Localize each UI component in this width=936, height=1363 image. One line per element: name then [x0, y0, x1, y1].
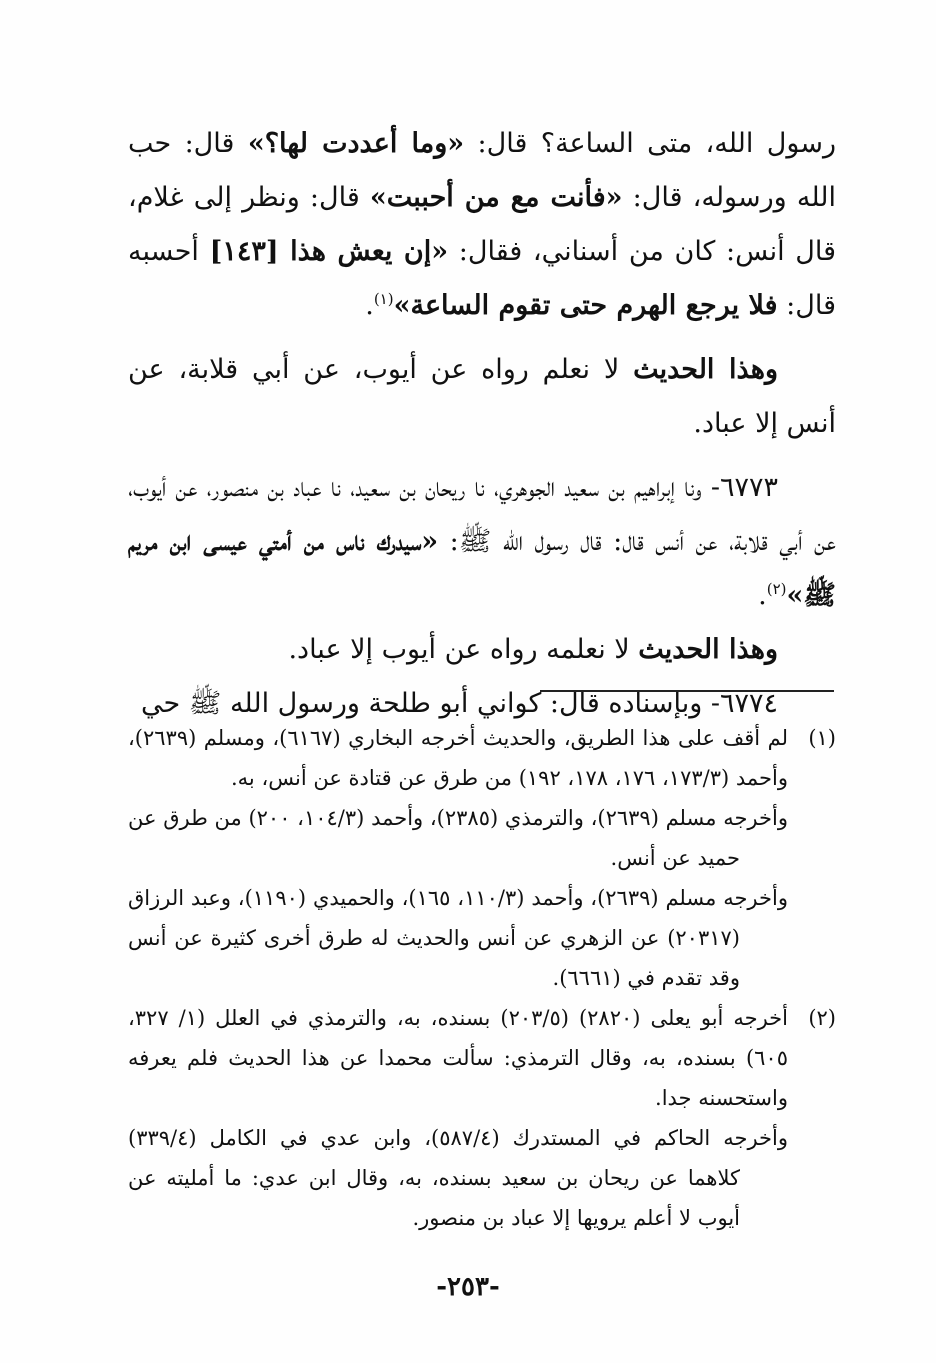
text-run: ٦٧٧٣- ونا إبراهيم بن سعيد الجوهري، نا ريحان بن سعيد، نا عباد بن منصور، عن أيوب، عن أبي قلابة، عن أنس قال: قال رسول الله ﷺ:	[128, 472, 836, 557]
footnote-text: وأخرجه مسلم (٢٦٣٩)، وأحمد (١١٠/٣، ١٦٥)، والحميدي (١١٩٠)، وعبد الرزاق (٢٠٣١٧) عن الزهري عن أنس والحديث له طرق أخرى كثيرة عن أنس وقد تقدم في (٦٦٦١).	[128, 886, 788, 990]
footnote-number: (٢)	[808, 1006, 836, 1030]
paragraph-hadith-continuation	[128, 117, 836, 333]
text-run: رسول الله، متى الساعة؟ قال:	[464, 128, 837, 159]
footnote-1	[128, 718, 836, 998]
text-run: .	[365, 290, 374, 321]
hadith-quote: «إن يعش هذا [١٤٣]	[209, 236, 449, 267]
footnote-2	[128, 998, 836, 1238]
paragraph-remark-1	[128, 343, 836, 451]
hadith-quote: فلا يرجع الهرم حتى تقوم الساعة»	[393, 290, 778, 321]
footnote-text: لم أقف على هذا الطريق، والحديث أخرجه البخاري (٦١٦٧)، ومسلم (٢٦٣٩)، وأحمد (١٧٣/٣، ١٧٦، ١٧٨، ١٩٢) من طرق عن قتادة عن أنس، به.	[128, 726, 788, 790]
text-run: لا نعلمه رواه عن أيوب إلا عباد.	[288, 634, 639, 665]
footnote-text: وأخرجه مسلم (٢٦٣٩)، والترمذي (٢٣٨٥)، وأحمد (١٠٤/٣، ٢٠٠) من طرق عن حميد عن أنس.	[128, 806, 788, 870]
text-run: قال: حب الله ورسوله، قال:	[128, 128, 836, 213]
paragraph-hadith-6773	[128, 461, 836, 623]
paragraph-remark-2	[128, 623, 836, 677]
hadith-quote: «وما أعددت لها؟»	[247, 128, 465, 159]
footnote-number: (١)	[808, 726, 836, 750]
footnote-divider	[540, 690, 834, 692]
remark-heading: وهذا الحديث	[638, 634, 778, 665]
footnotes	[128, 718, 836, 1238]
hadith-quote: «سيدرك ناس من أمتي عيسى ابن مريم ﷺ»	[128, 526, 836, 611]
footnote-ref-1[interactable]: (١)	[373, 290, 394, 308]
text-run: .	[758, 580, 767, 611]
text-run: ٦٧٧٤- وبإسناده قال: كواني أبو طلحة ورسول الله ﷺ حي	[140, 688, 778, 719]
text-run: لا نعلم رواه عن أيوب، عن أبي قلابة، عن أنس إلا عباد.	[128, 354, 836, 439]
footnote-text: أخرجه أبو يعلى (٢٨٢٠) (٢٠٣/٥) بسنده، به، والترمذي في العلل (١/ ٣٢٧، ٦٠٥) بسنده، به، وقال الترمذي: سألت محمدا عن هذا الحديث فلم يعرفه واستحسنه جدا.	[128, 1006, 789, 1110]
text-run: أحسبه قال:	[128, 236, 836, 321]
text-run: قال: ونظر إلى غلام، قال أنس: كان من أسناني، فقال:	[128, 182, 836, 267]
remark-heading: وهذا الحديث	[633, 354, 778, 385]
page-number: -٢٥٣-	[436, 1272, 500, 1302]
hadith-quote: «فأنت مع من أحببت»	[369, 182, 623, 213]
footnote-text: وأخرجه الحاكم في المستدرك (٥٨٧/٤)، وابن عدي في الكامل (٣٣٩/٤) كلاهما عن ريحان بن سعيد بسنده، به، وقال ابن عدي: ما أمليته عن أيوب لا أعلم يرويها إلا عباد بن منصور.	[128, 1126, 788, 1230]
footnote-ref-2[interactable]: (٢)	[766, 580, 787, 598]
main-text	[128, 117, 836, 731]
